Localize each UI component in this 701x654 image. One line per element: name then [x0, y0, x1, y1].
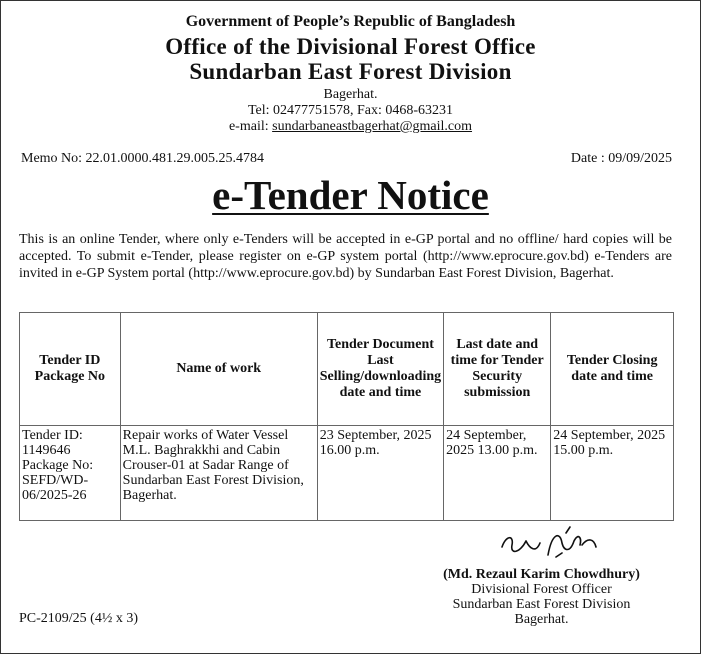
- city-line: Bagerhat.: [323, 87, 378, 102]
- signatory-city: Bagerhat.: [514, 612, 569, 627]
- signatory-designation: Divisional Forest Officer: [471, 582, 612, 597]
- tel-fax-line: Tel: 02477751578, Fax: 0468-63231: [247, 103, 454, 118]
- division-heading: Sundarban East Forest Division: [189, 59, 512, 84]
- notice-date: Date : 09/09/2025: [570, 151, 672, 166]
- email-label: e-mail:: [228, 119, 273, 134]
- cell-security-submission: 24 September, 2025 13.00 p.m.: [444, 426, 551, 521]
- cell-document-selling: 23 September, 2025 16.00 p.m.: [317, 426, 443, 521]
- office-heading: Office of the Divisional Forest Office: [165, 34, 536, 59]
- intro-paragraph: This is an online Tender, where only e-Tenders will be accepted in e-GP portal and no offline/ hard copies will be accepted. To submit e-Tender, please register on e-GP system portal (http://www.eprocure.gov.bd) e-Tenders are invited in e-GP System portal (http://www.eprocure.gov.bd) by Sundarban East Forest Division, Bagerhat.: [19, 232, 672, 281]
- email-line: [1, 119, 700, 135]
- contact-block: [1, 87, 700, 135]
- notice-title: e-Tender Notice: [212, 172, 489, 218]
- col-header-closing-date: Tender Closing date and time: [551, 313, 674, 426]
- email-link[interactable]: sundarbaneastbagerhat@gmail.com: [272, 119, 473, 134]
- cell-tender-id: Tender ID: 1149646 Package No: SEFD/WD-06/2025-26: [20, 426, 121, 521]
- col-header-document-selling: Tender Document Last Selling/downloading date and time: [317, 313, 443, 426]
- signatory-name: (Md. Rezaul Karim Chowdhury): [443, 567, 640, 582]
- table-header-row: [20, 313, 674, 426]
- cell-name-of-work: Repair works of Water Vessel M.L. Baghrakkhi and Cabin Crouser-01 at Sadar Range of Sundarban East Forest Division, Bagerhat.: [120, 426, 317, 521]
- cell-closing-date: 24 September, 2025 15.00 p.m.: [551, 426, 674, 521]
- government-heading: Government of People’s Republic of Bangladesh: [185, 13, 516, 30]
- pc-number: PC-2109/25 (4½ x 3): [19, 611, 138, 626]
- col-header-tender-id: Tender ID Package No: [20, 313, 121, 426]
- col-header-name-of-work: Name of work: [120, 313, 317, 426]
- col-header-security-submission: Last date and time for Tender Security submission: [444, 313, 551, 426]
- table-row: [20, 426, 674, 521]
- signatory-division: Sundarban East Forest Division: [452, 597, 631, 612]
- signatory-block: [409, 567, 674, 627]
- tender-table: [19, 312, 674, 521]
- signature-mark: [496, 523, 616, 563]
- memo-number: Memo No: 22.01.0000.481.29.005.25.4784: [21, 151, 265, 166]
- notice-title-wrap: [1, 171, 700, 219]
